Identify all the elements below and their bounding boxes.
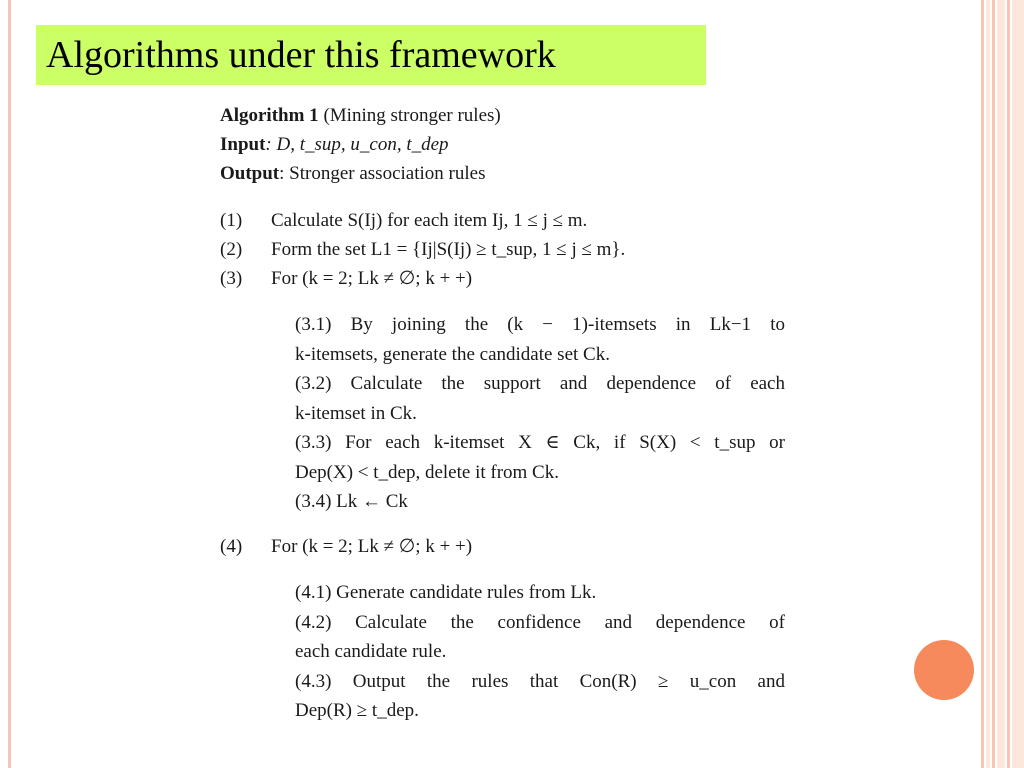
step-number: (1) xyxy=(220,210,243,231)
substep-line: (4.3) Output the rules that Con(R) ≥ u_con and xyxy=(295,670,785,692)
step-number: (3) xyxy=(220,268,243,289)
right-deco-stripe xyxy=(992,0,995,768)
output-label: Output xyxy=(220,163,280,184)
right-deco-stripe xyxy=(1012,0,1024,768)
input-line xyxy=(220,133,449,157)
substep-line: (4.2) Calculate the confidence and dependence of xyxy=(295,611,785,633)
step-text: For (k = 2; Lk ≠ ∅; k + +) xyxy=(271,268,473,289)
slide-title-box xyxy=(36,25,706,85)
left-border-line xyxy=(8,0,11,768)
step-number: (4) xyxy=(220,536,243,557)
step-text: Form the set L1 = {Ij|S(Ij) ≥ t_sup, 1 ≤ j ≤ m}. xyxy=(271,239,626,260)
substep-line: (3.1) By joining the (k − 1)-itemsets in Lk−1 to xyxy=(295,314,785,335)
algorithm-label: Algorithm 1 xyxy=(220,105,319,126)
output-line xyxy=(220,162,485,186)
output-value: : Stronger association rules xyxy=(279,163,486,184)
input-label: Input xyxy=(220,134,266,155)
orange-circle-decoration xyxy=(914,640,974,700)
right-deco-stripe xyxy=(986,0,990,768)
slide-title: Algorithms under this framework xyxy=(46,34,556,76)
input-value: : D, t_sup, u_con, t_dep xyxy=(265,134,449,155)
algorithm-caption: (Mining stronger rules) xyxy=(323,105,501,126)
step-number: (2) xyxy=(220,239,243,260)
substep-line: (3.2) Calculate the support and dependence of each xyxy=(295,373,785,394)
step-text: For (k = 2; Lk ≠ ∅; k + +) xyxy=(271,536,473,557)
right-deco-stripe xyxy=(1007,0,1010,768)
step-text: Calculate S(Ij) for each item Ij, 1 ≤ j ≤ m. xyxy=(271,210,588,231)
substep-line: k-itemsets, generate the candidate set Ck. xyxy=(295,343,610,365)
step-3-substeps xyxy=(295,310,785,517)
substep-line: (4.1) Generate candidate rules from Lk. xyxy=(295,582,597,603)
right-deco-stripe xyxy=(981,0,984,768)
substep-line: k-itemset in Ck. xyxy=(295,402,417,424)
substep-line: Dep(X) < t_dep, delete it from Ck. xyxy=(295,461,559,483)
substep-line: (3.3) For each k-itemset X ∈ Ck, if S(X) < t_sup or xyxy=(295,432,785,453)
substep-line: each candidate rule. xyxy=(295,641,447,662)
algorithm-header xyxy=(220,104,501,128)
substep-line: (3.4) Lk ← Ck xyxy=(295,491,408,512)
substep-line: Dep(R) ≥ t_dep. xyxy=(295,700,419,721)
step-4-substeps xyxy=(295,578,785,726)
right-deco-stripe xyxy=(997,0,1005,768)
